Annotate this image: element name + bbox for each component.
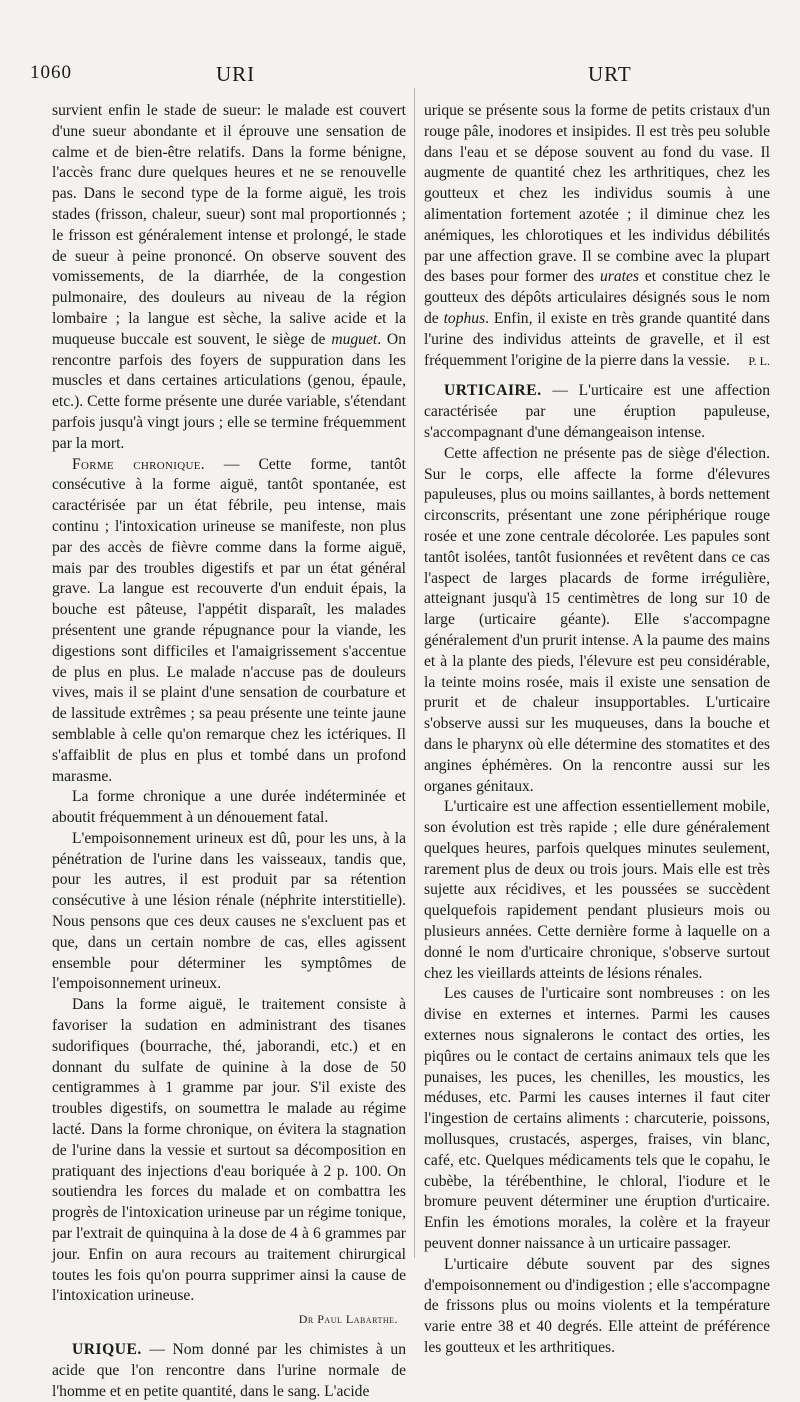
text: — Nom donné par les chimistes à un acide que l'on rencontre dans l'urine normale de l'homme et en petite quantité, dans le sang. L'acide [52, 1341, 406, 1400]
text: . On rencontre parfois des foyers de suppuration dans les muscles et dans certaines articulations (genou, épaule, etc.). Cette forme présente une durée variable, s'étendant parfois jusqu'à vingt jours ; elle se termine fréquemment par la mort. [52, 330, 406, 452]
italic-term: urates [599, 268, 639, 286]
paragraph [52, 455, 406, 788]
italic-term: tophus [443, 309, 486, 327]
italic-term: muguet [331, 330, 378, 348]
spacer [52, 1330, 406, 1340]
running-head-right: URT [588, 62, 632, 86]
paragraph: Cette affection ne présente pas de siège d'élection. Sur le corps, elle affecte la forme d'élevures papuleuses, plus ou moins saillantes, à bords nettement circonscrits, présentant une zone périphérique rouge rosée et une zone centrale décolorée. Les papules sont tantôt isolées, tantôt fusionnées et revêtent dans ce cas l'aspect de larges placards de forme irrégulière, atteignant jusqu'à 15 centimètres de long sur 10 de large (urticaire géante). Elle s'accompagne généralement d'un prurit intense. A la paume des mains et à la plante des pieds, l'élevure est peu considérable, la teinte moins rosée, mais il existe une sensation de prurit et de chaleur insupportables. L'urticaire s'observe aussi sur les muqueuses, dans la bouche et dans le pharynx où elle détermine des stomatites et des angines éphémères. On la rencontre aussi sur les organes génitaux. [424, 444, 770, 795]
paragraph: L'urticaire est une affection essentiellement mobile, son évolution est très rapide ; elle dure généralement quelques heures, parfois quelques minutes seulement, rarement plus de deux ou trois jours. Mais elle est très sujette aux récidives, et les poussées se succèdent quelquefois rapidement pendant plusieurs mois ou plusieurs années. Cette dernière forme à laquelle on a donné le nom d'urticaire chronique, s'observe surtout chez les vieillards atteints de lésions rénales. [424, 798, 770, 982]
page-number: 1060 [30, 62, 72, 83]
paragraph: L'empoisonnement urineux est dû, pour les uns, à la pénétration de l'urine dans les vaisseaux, tandis que, pour les autres, il est produit par sa rétention consécutive à une lésion rénale (néphrite interstitielle). Nous pensons que ces deux causes ne s'excluent pas et que, dans un certain nombre de cas, elles agissent ensemble pour déterminer les symptômes de l'empoisonnement urineux. [52, 829, 406, 993]
author-signature: Dr Paul Labarthe. [298, 1312, 398, 1327]
paragraph: Dans la forme aiguë, le traitement consiste à favoriser la sudation en administrant des tisanes sudorifiques (bourrache, thé, jaborandi, etc.) et en donnant du sulfate de quinine à la dose de 50 centigrammes à 1 gramme par jour. S'il existe des troubles digestifs, on soumettra le malade au régime lacté. Dans la forme chronique, on évitera la stagnation de l'urine dans la vessie et surtout sa décomposition en pratiquant des injections d'eau boriquée à 2 p. 100. On soutiendra les forces du malade et on combattra les progrès de l'intoxication urineuse par un régime tonique, par l'extrait de quinquina à la dose de 4 à 6 grammes par jour. Enfin on aura recours au traitement chirurgical toutes les fois qu'on pourra supprimer ainsi la cause de l'intoxication urineuse. [52, 996, 406, 1305]
right-column [424, 101, 770, 1359]
author-signature: P. L. [748, 353, 770, 368]
paragraph: La forme chronique a une durée indéterminée et aboutit fréquemment à un dénouement fatal. [52, 788, 406, 827]
text: survient enfin le stade de sueur: le malade est couvert d'une sueur abondante et il éprouve une sensation de calme et de bien-être relatifs. Dans la forme bénigne, l'accès franc dure quelques heures et ne se renouvelle pas. Dans le second type de la forme aiguë, les trois stades (frisson, chaleur, sueur) sont mal proportionnés ; le frisson est généralement intense et prolongé, le stade de sueur à peine prononcé. On observe souvent des vomissements, de la diarrhée, de la congestion pulmonaire, des douleurs au niveau de la région lombaire ; la langue est sèche, la salive acide et la muqueuse buccale est souvent, le siège de [52, 102, 406, 348]
text: urique se présente sous la forme de petits cristaux d'un rouge pâle, inodores et insipides. Il est très peu soluble dans l'eau et se dépose souvent au fond du vase. Il augmente de quantité chez les arthritiques, chez les goutteux et chez les individus soumis à une alimentation fortement azotée ; il diminue chez les anémiques, les chlorotiques et les individus débilités par une affection grave. Il se combine avec la plupart des bases pour former des [424, 102, 770, 286]
running-head-left: URI [216, 62, 256, 86]
entry-paragraph [424, 381, 770, 443]
entry-paragraph [52, 1340, 406, 1402]
entry-headword: URIQUE. [72, 1341, 142, 1359]
paragraph [424, 101, 770, 371]
left-column [52, 101, 406, 1402]
text: — Cette forme, tantôt consécutive à la forme aiguë, tantôt spontanée, est caractérisée par un état fébrile, peu intense, mais continu ; l'intoxication urineuse se manifeste, non plus par des accès de fièvre comme dans la forme aiguë, mais par des troubles digestifs et par un état général grave. La langue est recouverte d'un enduit épais, la bouche est pâteuse, l'appétit disparaît, les malades présentent une grande répugnance pour la viande, les digestions sont difficiles et l'amaigrissement s'accentue de plus en plus. Le malade n'accuse pas de douleurs vives, mais il se plaint d'une sensation de courbature et de lassitude extrêmes ; sa peau présente une teinte jaune semblable à celle qu'on remarque chez les ictériques. Il s'affaiblit de plus en plus et tombé dans un profond marasme. [52, 455, 406, 785]
section-label: Forme chronique. [72, 455, 205, 473]
paragraph [52, 101, 406, 455]
paragraph: L'urticaire débute souvent par des signes d'empoisonnement ou d'indigestion ; elle s'accompagne de frissons plus ou moins violents et la température varie entre 38 et 40 degrés. Elle atteint de préférence les goutteux et les arthritiques. [424, 1255, 770, 1357]
text: . Enfin, il existe en très grande quantité dans l'urine des individus atteints de gravelle, et il est fréquemment l'origine de la pierre dans la vessie. [424, 309, 770, 369]
text: et constitue chez le goutteux des dépôts articulaires désignés sous le nom de [424, 268, 770, 327]
paragraph: Les causes de l'urticaire sont nombreuses : on les divise en externes et internes. Parmi les causes externes nous signalerons le contact des orties, les piqûres ou le contact de certains animaux tels que les punaises, les puces, les chenilles, les moustics, les méduses, etc. Parmi les causes internes il faut citer l'ingestion de certains aliments : charcuterie, poissons, mollusques, crustacés, asperges, fraises, vin blanc, café, etc. Quelques médicaments tels que le copahu, le cubèbe, la térébenthine, le chloral, l'iodure et le bromure peuvent déterminer une éruption d'urticaire. Enfin les émotions morales, la colère et la frayeur peuvent donner naissance à un urticaire passager. [424, 985, 770, 1253]
spacer [424, 371, 770, 381]
column-divider [414, 88, 415, 1258]
entry-headword: URTICAIRE. [444, 382, 542, 400]
text: — L'urticaire est une affection caractérisée par une éruption papuleuse, s'accompagnant d'une démangeaison intense. [424, 382, 770, 441]
